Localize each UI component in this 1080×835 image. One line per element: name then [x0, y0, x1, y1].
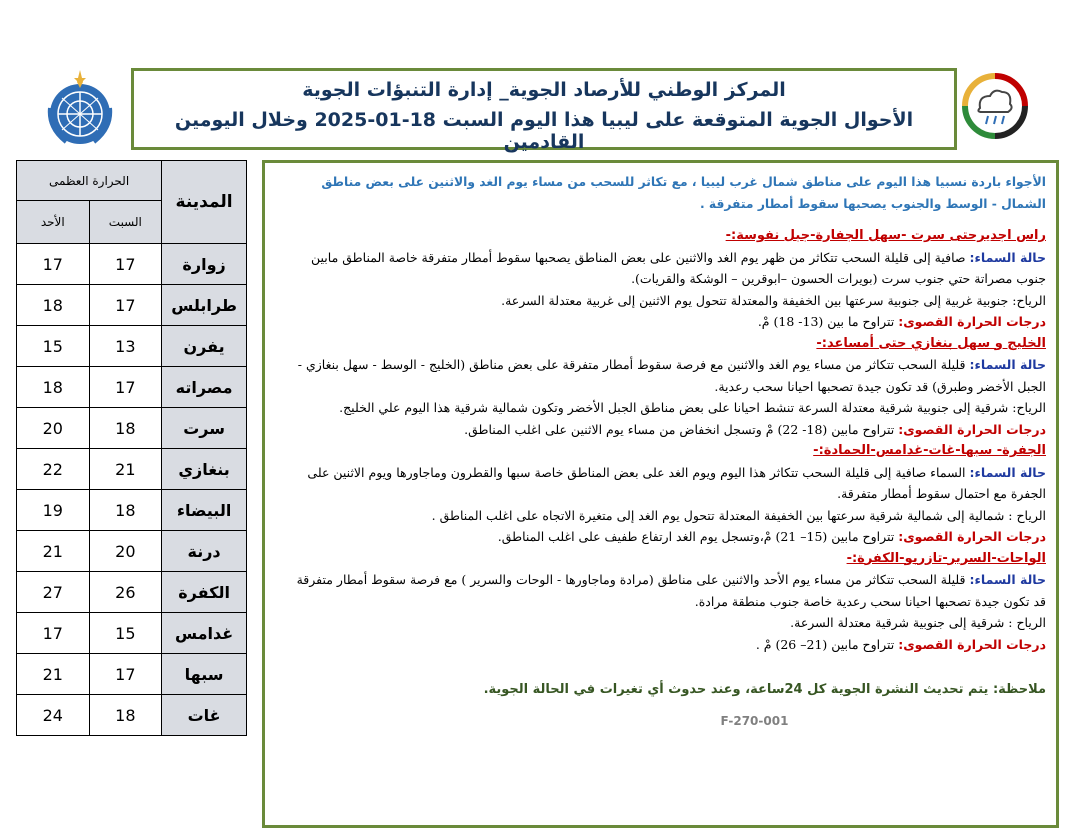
sky-text: صافية إلى قليلة السحب تتكاثر من ظهر يوم الغد والاثنين على بعض المناطق يصحبها سقوط أمطار متفرقة خاصة المناطق مابين جنوب مصراتة حتي جنوب سرت (بويرات الحسون –ابوقرين – الوشكة والقريات).: [311, 249, 1046, 286]
max-temp-header: الحرارة العظمى: [17, 161, 162, 201]
temp-sat: 17: [89, 244, 162, 285]
region-title: الخليج و سهل بنغازي حتى أمساعد:-: [816, 335, 1046, 351]
city-name: طرابلس: [162, 285, 247, 326]
temp-sat: 15: [89, 613, 162, 654]
ncm-logo-icon: [962, 72, 1028, 142]
city-name: غات: [162, 695, 247, 736]
temp-text: تتراوح مابين (15– 21) مْ،وتسجل يوم الغد ارتفاع طفيف على اغلب المناطق.: [497, 529, 899, 544]
sky-line: [283, 569, 1046, 612]
region-section: [283, 225, 1046, 333]
wind-text: الرياح : شرقية إلى جنوبية شرقية معتدلة السرعة.: [790, 615, 1046, 630]
page-title: المركز الوطني للأرصاد الجوية_ إدارة التنبؤات الجوية: [302, 79, 786, 101]
table-row: [17, 613, 247, 654]
wind-text: الرياح: شرقية إلى جنوبية شرقية معتدلة السرعة تنشط احيانا على بعض مناطق الجبل الأخضر وتكون شمالية شرقية هذا اليوم علي الخليج.: [339, 400, 1046, 415]
form-code: F-270-001: [720, 713, 789, 728]
temp-sat: 18: [89, 490, 162, 531]
sky-label: حالة السماء:: [969, 464, 1046, 480]
region-title: راس اجديرحتى سرت -سهل الجفارة-جبل نفوسة:-: [725, 228, 1046, 243]
table-row: [17, 449, 247, 490]
update-note: ملاحظة: يتم تحديث النشرة الجوية كل 24ساعة، وعند حدوث أي تغيرات في الحالة الجوية.: [483, 682, 1046, 697]
temp-sat: 18: [89, 695, 162, 736]
temp-sat: 13: [89, 326, 162, 367]
temp-sat: 26: [89, 572, 162, 613]
temp-label: درجات الحرارة القصوى:: [898, 421, 1046, 437]
table-row: [17, 490, 247, 531]
temp-sun: 19: [17, 490, 90, 531]
temp-text: تتراوح مابين (18- 22) مْ وتسجل انخفاض من مساء يوم الاثنين على اغلب المناطق.: [464, 421, 899, 437]
wmo-logo-icon: [40, 68, 120, 150]
temp-sat: 17: [89, 367, 162, 408]
temp-sun: 21: [17, 654, 90, 695]
table-row: [17, 654, 247, 695]
sky-line: [283, 462, 1046, 505]
temp-label: درجات الحرارة القصوى:: [898, 529, 1046, 544]
sky-line: [283, 247, 1046, 290]
city-name: البيضاء: [162, 490, 247, 531]
temperature-table: [16, 160, 247, 736]
table-row: [17, 695, 247, 736]
sky-line: [283, 354, 1046, 397]
temp-line: [283, 311, 1046, 333]
temp-sun: 18: [17, 285, 90, 326]
city-name: سرت: [162, 408, 247, 449]
city-name: الكفرة: [162, 572, 247, 613]
city-name: غدامس: [162, 613, 247, 654]
temp-line: [283, 419, 1046, 441]
sky-label: حالة السماء:: [969, 357, 1046, 372]
temp-line: [283, 526, 1046, 548]
temp-sat: 21: [89, 449, 162, 490]
city-name: سبها: [162, 654, 247, 695]
temp-sat: 17: [89, 654, 162, 695]
table-row: [17, 572, 247, 613]
temp-text: تتراوح ما بين (13- 18) مْ.: [757, 314, 899, 329]
page-subtitle: الأحوال الجوية المتوقعة على ليبيا هذا اليوم السبت 18-01-2025 وخلال اليومين القادمين: [174, 109, 914, 153]
table-row: [17, 531, 247, 572]
temp-label: درجات الحرارة القصوى:: [898, 314, 1046, 329]
temp-label: درجات الحرارة القصوى:: [898, 636, 1046, 652]
temp-text: تتراوح مابين (21– 26) مْ .: [755, 636, 899, 652]
region-title: الواحات-السرير-تازربو-الكفرة:-: [846, 550, 1046, 566]
table-row: [17, 326, 247, 367]
city-name: زوارة: [162, 244, 247, 285]
temp-sun: 27: [17, 572, 90, 613]
region-title: الجفرة- سبها-غات-غدامس-الحمادة:-: [813, 443, 1046, 458]
city-name: يفرن: [162, 326, 247, 367]
temp-line: [283, 634, 1046, 656]
sky-text: السماء صافية إلى قليلة السحب تتكاثر هذا اليوم ويوم الغد على بعض المناطق خاصة سبها والقطرون وماجاورها ويوم الاثنين على الجفرة مع احتمال سقوط أمطار متفرقة.: [307, 464, 1046, 501]
header-box: [131, 68, 957, 153]
sky-label: حالة السماء:: [969, 572, 1046, 587]
day2-header: الأحد: [17, 201, 90, 244]
table-row: [17, 408, 247, 449]
temp-sun: 17: [17, 613, 90, 654]
intro-text: الأجواء باردة نسبيا هذا اليوم على مناطق شمال غرب ليبيا ، مع تكاثر للسحب من مساء يوم الغد والاثنين على بعض مناطق الشمال - الوسط والجنوب يصحبها سقوط أمطار متفرقة .: [321, 175, 1046, 211]
sky-text: قليلة السحب تتكاثر من مساء يوم الأحد والاثنين على مناطق (مرادة وماجاورها - الوحات والسرير ) مع فرصة سقوط أمطار متفرقة قد تكون جيدة تصحبها احيانا سحب رعدية خاصة جنوب منطقة مرادة.: [296, 572, 1046, 609]
temp-sun: 18: [17, 367, 90, 408]
sky-label: حالة السماء:: [969, 249, 1046, 265]
wind-text: الرياح: جنوبية غربية إلى جنوبية سرعتها بين الخفيفة والمعتدلة تتحول يوم الاثنين إلى غربية معتدلة السرعة.: [501, 292, 1046, 308]
temp-sat: 18: [89, 408, 162, 449]
region-section: [283, 333, 1046, 441]
table-row: [17, 244, 247, 285]
city-header: المدينة: [162, 161, 247, 244]
table-row: [17, 285, 247, 326]
city-name: بنغازي: [162, 449, 247, 490]
city-name: درنة: [162, 531, 247, 572]
temp-sun: 17: [17, 244, 90, 285]
temp-sun: 21: [17, 531, 90, 572]
wind-text: الرياح : شمالية إلى شمالية شرقية سرعتها بين الخفيفة المعتدلة تتحول يوم الغد إلى متغيرة الاتجاه على اغلب المناطق .: [431, 507, 1046, 523]
temp-sun: 15: [17, 326, 90, 367]
city-name: مصراته: [162, 367, 247, 408]
forecast-report: [262, 160, 1059, 828]
temp-sat: 20: [89, 531, 162, 572]
temp-sat: 17: [89, 285, 162, 326]
sky-text: قليلة السحب تتكاثر من مساء يوم الغد والاثنين مع فرصة سقوط أمطار متفرقة على بعض مناطق (الخليج - الوسط - سهل بنغازي - الجبل الأخضر وطبرق) قد تكون جيدة تصحبها احيانا سحب رعدية.: [297, 357, 1046, 394]
temp-sun: 22: [17, 449, 90, 490]
region-section: [283, 548, 1046, 656]
day1-header: السبت: [89, 201, 162, 244]
region-section: [283, 440, 1046, 548]
temp-sun: 24: [17, 695, 90, 736]
temp-sun: 20: [17, 408, 90, 449]
table-row: [17, 367, 247, 408]
